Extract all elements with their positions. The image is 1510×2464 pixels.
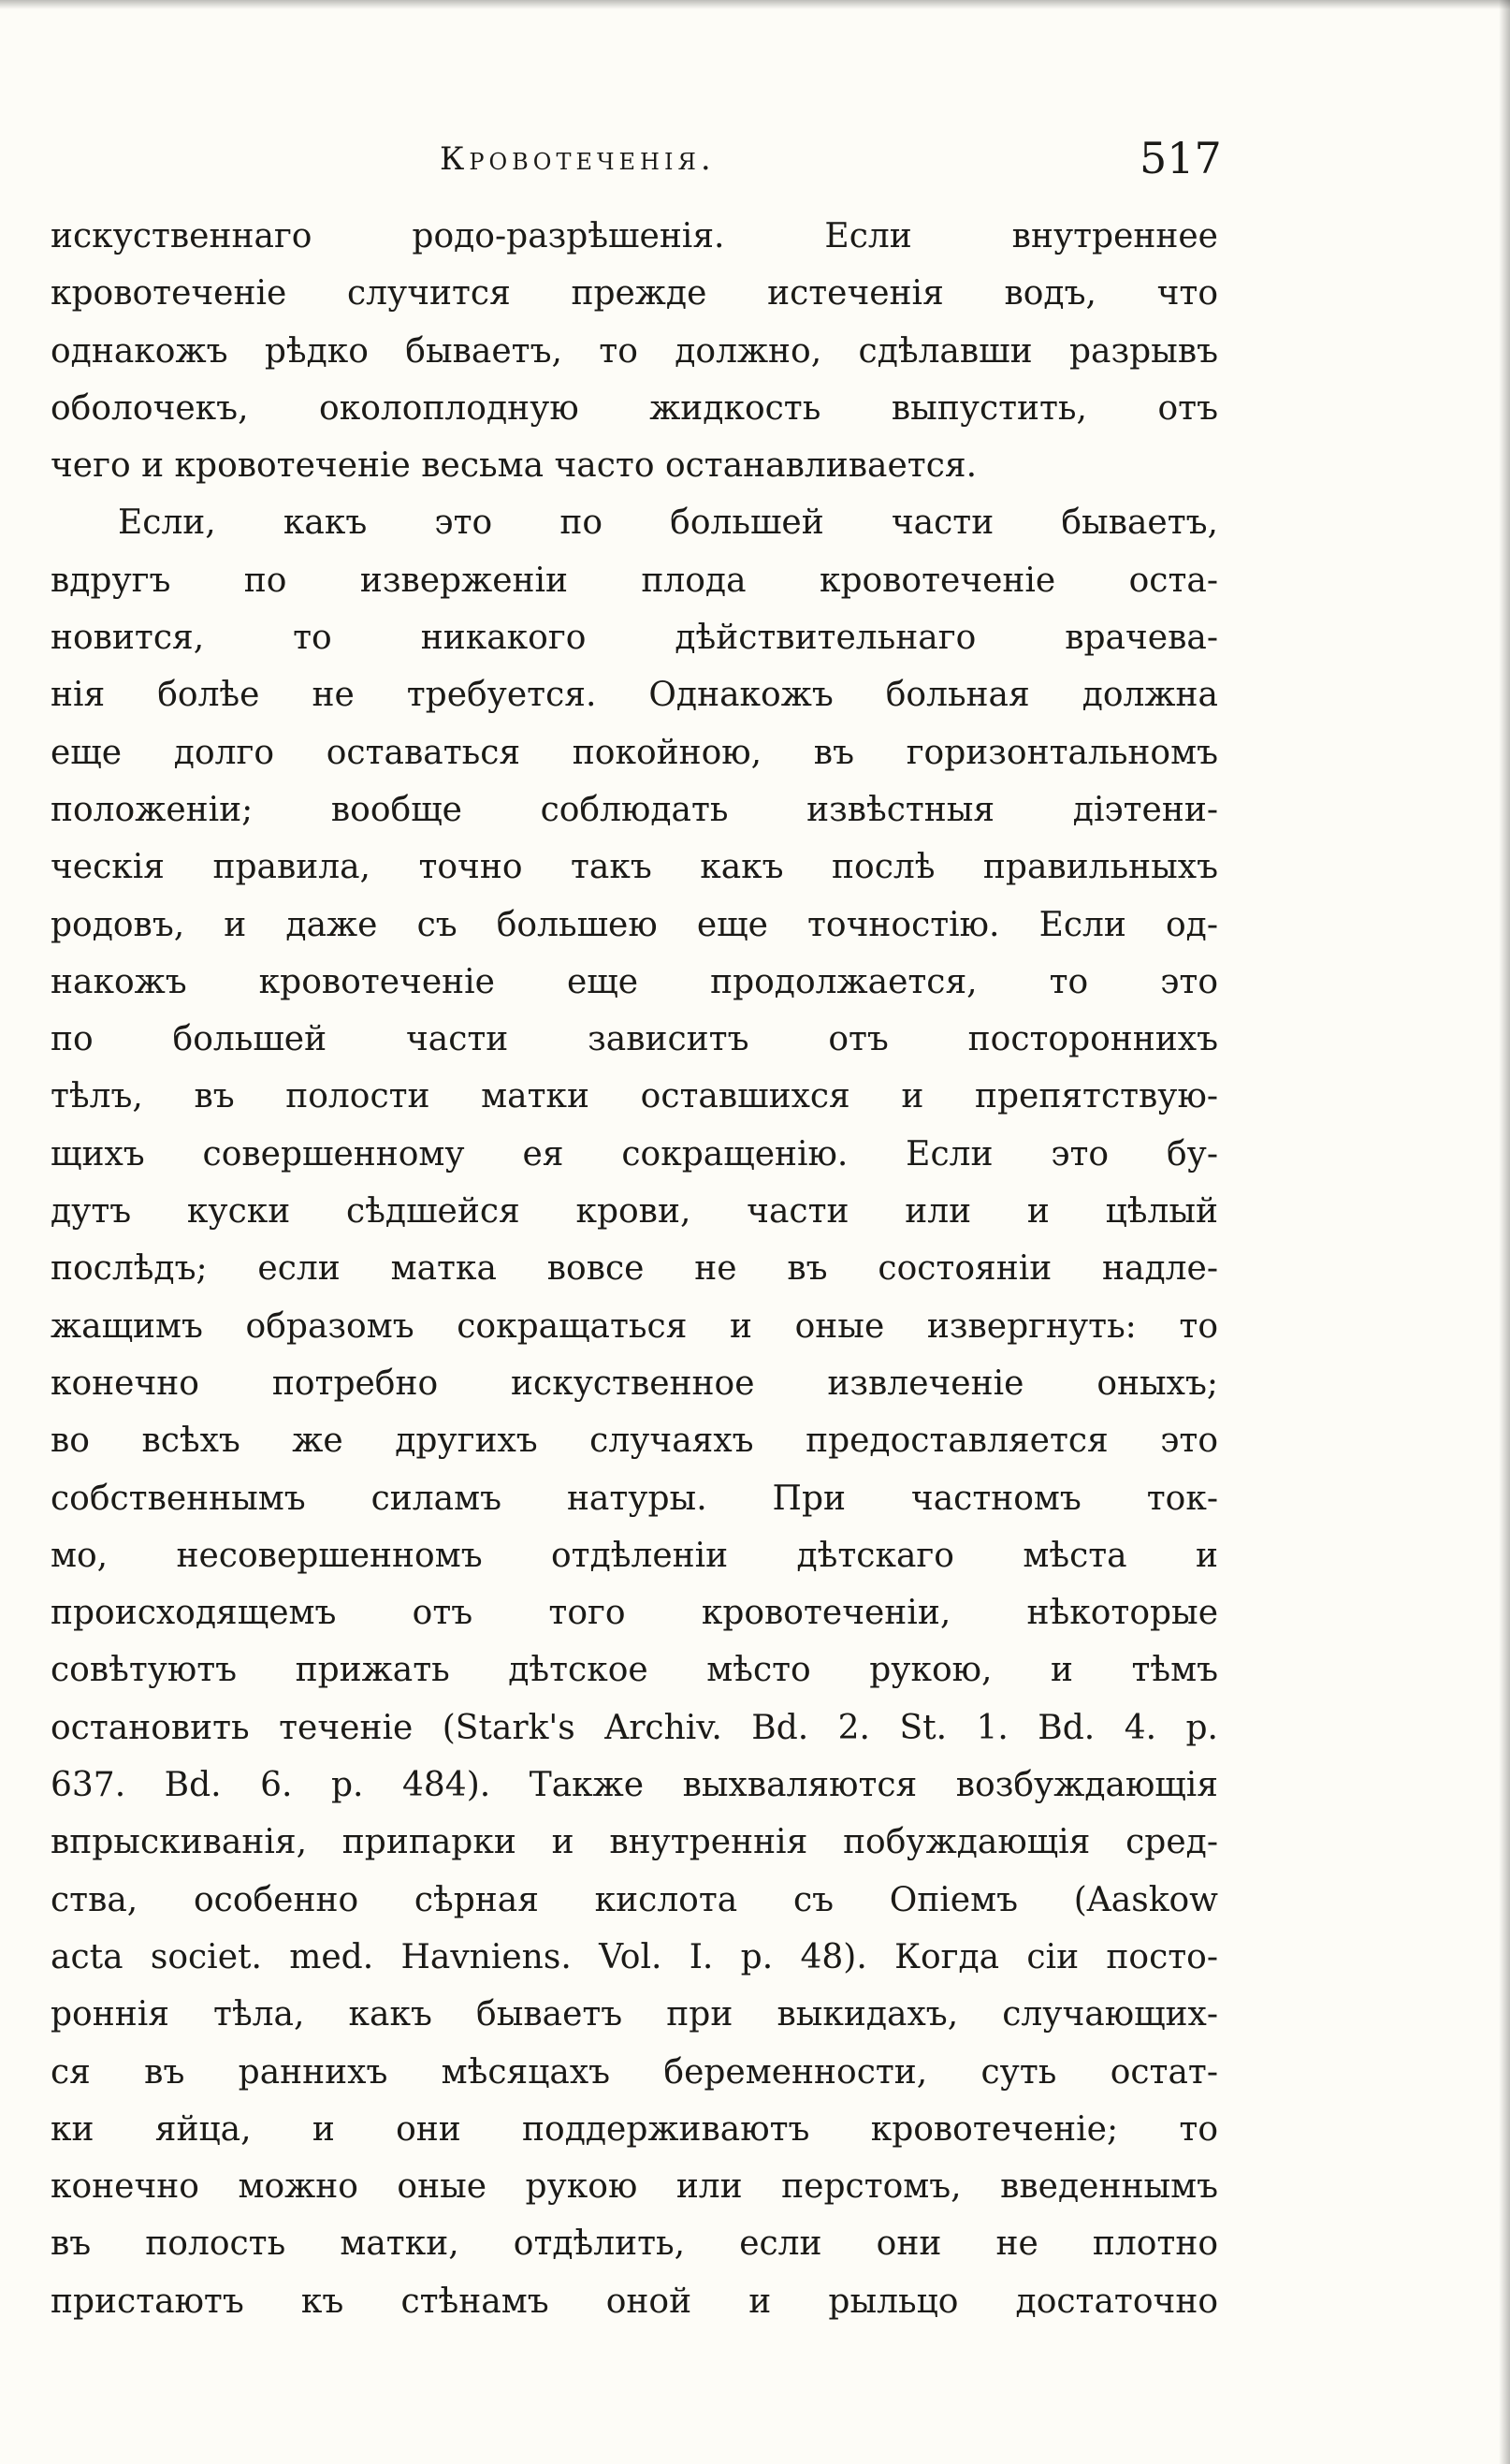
text-line: остановить теченіе (Stark's Archiv. Bd. 2. St. 1. Bd. 4. p. [51, 1708, 1218, 1747]
text-line: въ полость матки, отдѣлить, если они не плотно [51, 2224, 1218, 2264]
text-line: впрыскиванія, припарки и внутреннія побуждающія сред- [51, 1823, 1218, 1862]
body-text [51, 208, 1218, 2330]
text-line: собственнымъ силамъ натуры. При частномъ ток- [51, 1479, 1218, 1518]
text-line: послѣдъ; если матка вовсе не въ состояніи надле- [51, 1249, 1218, 1289]
page-right-shadow [1499, 0, 1510, 2464]
text-line: 637. Bd. 6. p. 484). Также выхваляются возбуждающія [51, 1766, 1218, 1805]
text-line: тѣлъ, въ полости матки оставшихся и препятствую- [51, 1077, 1218, 1116]
text-line: ческія правила, точно такъ какъ послѣ правильныхъ [51, 848, 1218, 887]
text-line: происходящемъ отъ того кровотеченіи, нѣкоторые [51, 1594, 1218, 1633]
text-line: дутъ куски сѣдшейся крови, части или и цѣлый [51, 1192, 1218, 1232]
text-line: acta societ. med. Havniens. Vol. I. p. 48). Когда сіи посто- [51, 1937, 1218, 1976]
text-line: роннія тѣла, какъ бываетъ при выкидахъ, случающих- [51, 1995, 1218, 2034]
text-line: накожъ кровотеченіе еще продолжается, то это [51, 962, 1218, 1001]
text-line: ства, особенно сѣрная кислота съ Опіемъ (Aaskow [51, 1880, 1218, 1919]
text-line: искуственнаго родо-разрѣшенія. Если внутреннее [51, 217, 1218, 255]
text-line: щихъ совершенному ея сокращенію. Если это бу- [51, 1134, 1218, 1174]
text-line: мо, несовершенномъ отдѣленіи дѣтскаго мѣста и [51, 1536, 1218, 1575]
text-line: по большей части зависитъ отъ постороннихъ [51, 1020, 1218, 1059]
text-line: еще долго оставаться покойною, въ горизонтальномъ [51, 733, 1218, 772]
text-line: положеніи; вообще соблюдать извѣстныя діэтени- [51, 790, 1218, 829]
text-line: во всѣхъ же другихъ случаяхъ предоставляется это [51, 1422, 1218, 1461]
text-line: пристаютъ къ стѣнамъ оной и рыльцо достаточно [51, 2282, 1218, 2321]
running-head: Кровотеченія. [440, 140, 716, 178]
page-top-shadow [0, 0, 1510, 9]
text-line: конечно можно оные рукою или перстомъ, введеннымъ [51, 2167, 1218, 2207]
text-line: вдругъ по изверженіи плода кровотеченіе оста- [51, 561, 1218, 600]
text-line: новится, то никакого дѣйствительнаго врачева- [51, 619, 1218, 658]
text-line: ки яйца, и они поддерживаютъ кровотеченіе; то [51, 2109, 1218, 2149]
text-line: однакожъ рѣдко бываетъ, то должно, сдѣлавши разрывъ [51, 331, 1218, 371]
text-line: родовъ, и даже съ большею еще точностію. Если од- [51, 905, 1218, 944]
text-line: Если, какъ это по большей части бываетъ, [118, 503, 1218, 543]
page-number: 517 [1140, 133, 1222, 183]
text-line: конечно потребно искуственное извлеченіе оныхъ; [51, 1363, 1218, 1403]
text-line: нія болѣе не требуется. Однакожъ больная должна [51, 676, 1218, 715]
text-line: чего и кровотеченіе весьма часто останавливается. [51, 446, 978, 486]
text-line: совѣтуютъ прижать дѣтское мѣсто рукою, и тѣмъ [51, 1651, 1218, 1690]
text-line: ся въ раннихъ мѣсяцахъ беременности, суть остат- [51, 2052, 1218, 2092]
text-line: оболочекъ, околоплодную жидкость выпустить, отъ [51, 388, 1218, 428]
text-line: жащимъ образомъ сокращаться и оные извергнуть: то [51, 1306, 1218, 1346]
text-line: кровотеченіе случится прежде истеченія водъ, что [51, 274, 1218, 313]
